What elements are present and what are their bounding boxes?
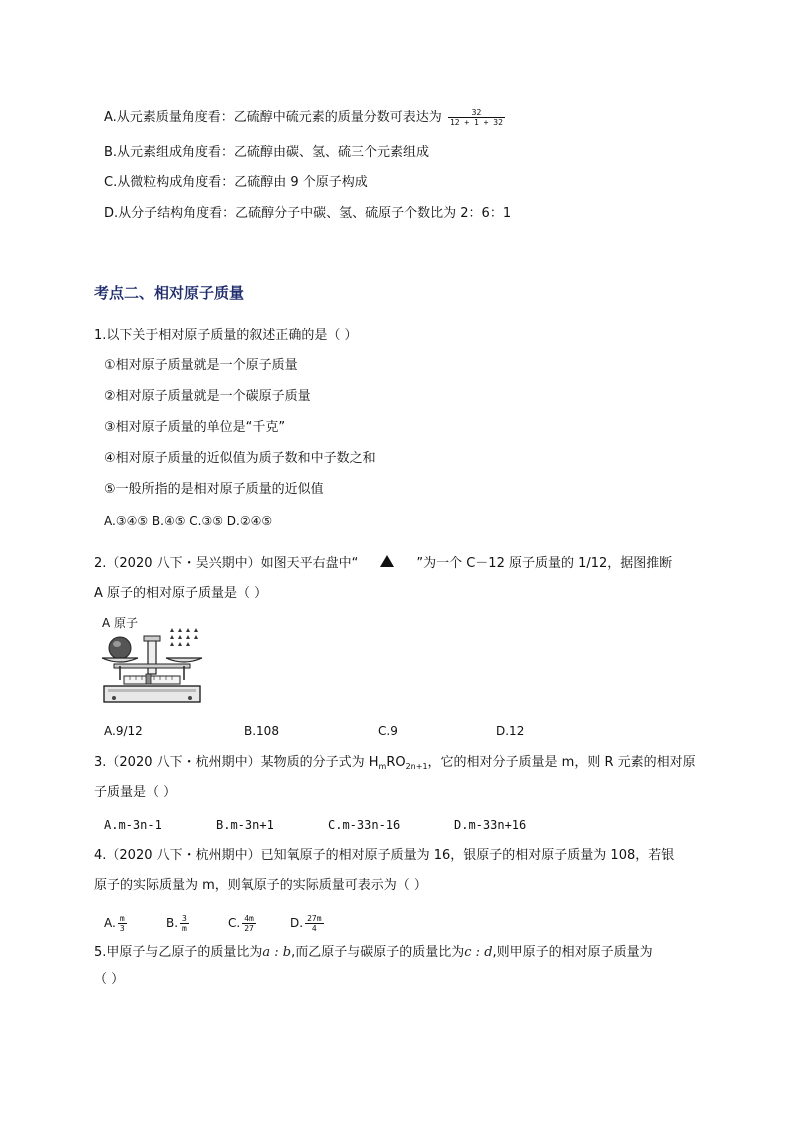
q3-option-a: A.m-3n-1 [104,818,162,832]
fraction-numerator: m [119,914,125,923]
q3-option-c: C.m-33n-16 [328,818,401,832]
fraction-numerator: 3 [182,914,187,923]
q4-option-b-fraction [180,914,189,933]
q4-options [104,912,364,936]
fraction-denominator: 4 [311,924,317,933]
q3-subscript-2n1: 2n+1 [405,762,428,771]
q3-subscript-m: m [378,762,387,771]
prev-option-d: D.从分子结构角度看：乙硫醇分子中碳、氢、硫原子个数比为 2：6：1 [104,206,512,221]
q3-stem-part1: 3.（2020 八下・杭州期中）某物质的分子式为 H [94,755,379,770]
q4-option-b-label: B. [166,916,179,930]
section-heading: 考点二、相对原子质量 [94,284,245,302]
q5-stem-part2: ,而乙原子与碳原子的质量比为 [291,945,465,960]
q4-option-b [166,914,191,933]
fraction-numerator: 4m [244,914,254,923]
q2-stem-part2: ”为一个 C－12 原子质量的 1/12，据图推断 [416,556,673,571]
q4-option-c-fraction [242,914,256,933]
q3-stem-line2: 子质量是（ ） [94,785,177,800]
fraction-numerator: 32 [448,108,505,118]
q1-statement-3: ③相对原子质量的单位是“千克” [104,420,286,435]
fraction-denominator: m [182,924,187,933]
balance-scale-icon [100,614,208,710]
q2-option-c: C.9 [378,724,398,738]
q5-stem-part3: ,则甲原子的相对原子质量为 [492,945,653,960]
q4-option-d-label: D. [290,916,304,930]
prev-option-a-text: A.从元素质量角度看：乙硫醇中硫元素的质量分数可表达为 [104,110,442,125]
q4-option-c [228,914,258,933]
q5-ratio-cd: c : d [464,945,493,960]
prev-option-b: B.从元素组成角度看：乙硫醇由碳、氢、硫三个元素组成 [104,145,430,160]
q5-stem-line2: （ ） [94,972,125,987]
prev-option-a [104,108,507,127]
q4-option-a-fraction [118,914,127,933]
prev-option-a-fraction [448,108,505,127]
q4-option-a-label: A. [104,916,116,930]
q5-stem-line1 [94,944,653,962]
q4-option-d-fraction [305,914,323,933]
q2-stem-part1: 2.（2020 八下・吴兴期中）如图天平右盘中“ [94,556,359,571]
q3-option-b: B.m-3n+1 [216,818,274,832]
q3-stem-line1 [94,754,696,776]
fraction-numerator: 27m [307,914,322,923]
q2-stem-line1 [94,555,672,573]
balance-figure [100,614,208,710]
fraction-denominator: 3 [119,924,125,933]
q4-stem-line2: 原子的实际质量为 m，则氧原子的实际质量可表示为（ ） [94,878,427,893]
q1-stem: 1.以下关于相对原子质量的叙述正确的是（ ） [94,328,358,343]
figure-label: A 原子 [102,616,139,630]
q1-statement-5: ⑤一般所指的是相对原子质量的近似值 [104,482,324,497]
q4-option-a [104,914,129,933]
q1-statement-1: ①相对原子质量就是一个原子质量 [104,358,298,373]
q2-stem-line2: A 原子的相对原子质量是（ ） [94,586,268,601]
q5-stem-part1: 5.甲原子与乙原子的质量比为 [94,945,263,960]
fraction-denominator: 27 [244,924,254,933]
q3-option-d: D.m-33n+16 [454,818,527,832]
q4-option-d [290,914,326,933]
q2-option-b: B.108 [244,724,279,738]
fraction-denominator: 12 + 1 + 32 [449,118,503,127]
q4-option-c-label: C. [228,916,241,930]
q2-option-a: A.9/12 [104,724,143,738]
q1-statement-2: ②相对原子质量就是一个碳原子质量 [104,389,311,404]
q2-option-d: D.12 [496,724,525,738]
prev-option-c: C.从微粒构成角度看：乙硫醇由 9 个原子构成 [104,175,368,190]
q1-statement-4: ④相对原子质量的近似值为质子数和中子数之和 [104,451,376,466]
q1-options: A.③④⑤ B.④⑤ C.③⑤ D.②④⑤ [104,514,273,528]
q3-stem-part2: RO [386,755,406,770]
q4-stem-line1: 4.（2020 八下・杭州期中）已知氧原子的相对原子质量为 16，银原子的相对原子质量为 108，若银 [94,848,675,863]
q5-ratio-ab: a : b [262,945,292,960]
q3-stem-part3: ，它的相对分子质量是 m，则 R 元素的相对原 [427,755,696,770]
